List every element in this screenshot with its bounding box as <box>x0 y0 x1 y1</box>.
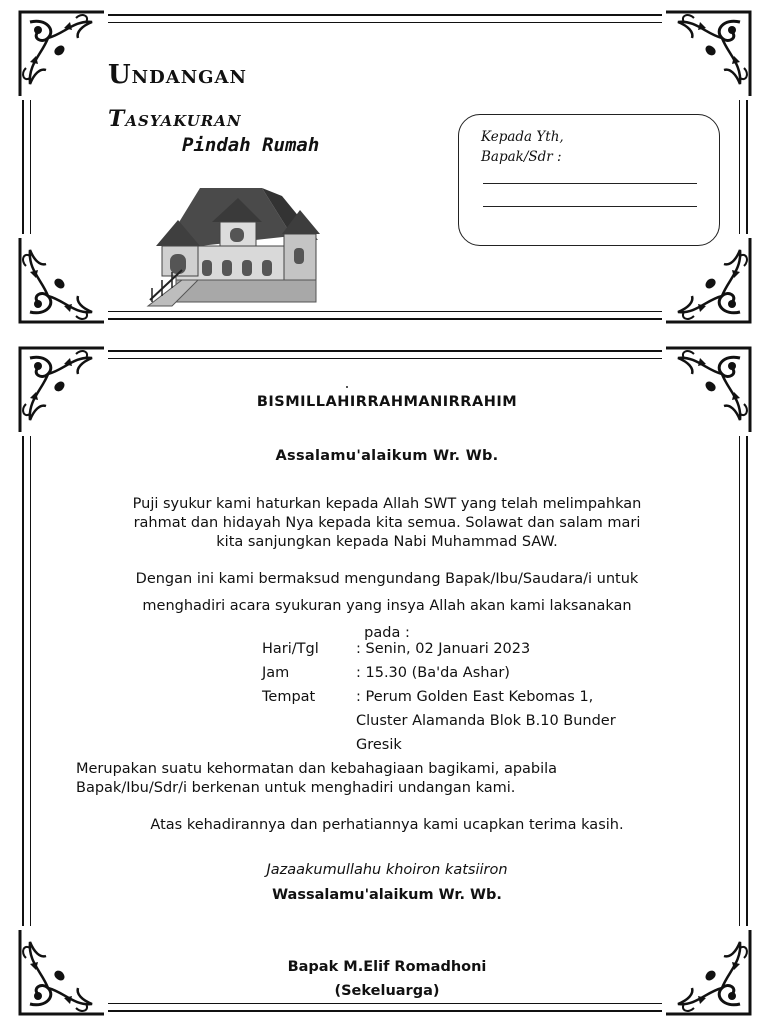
intro-paragraph <box>64 495 710 552</box>
corner-ornament-icon <box>16 234 108 326</box>
recipient-title-label: Bapak/Sdr : <box>481 149 562 165</box>
time-label: Jam <box>262 665 290 681</box>
recipient-box <box>458 114 720 246</box>
closing-greeting: Wassalamu'alaikum Wr. Wb. <box>272 887 502 903</box>
corner-ornament-icon <box>662 8 754 100</box>
decorative-dot <box>346 386 348 388</box>
host-name: Bapak M.Elif Romadhoni <box>287 959 487 975</box>
corner-ornament-icon <box>662 344 754 436</box>
intro-line: rahmat dan hidayah Nya kepada kita semua. Solawat dan salam mari <box>133 515 641 531</box>
invite-line: menghadiri acara syukuran yang insya Allah akan kami laksanakan <box>142 598 632 614</box>
corner-ornament-icon <box>16 344 108 436</box>
time-value: : 15.30 (Ba'da Ashar) <box>356 665 510 681</box>
host-family: (Sekeluarga) <box>334 983 440 999</box>
place-value-cont: Cluster Alamanda Blok B.10 Bunder <box>356 713 616 729</box>
recipient-blank-line <box>483 206 697 207</box>
honor-line: Merupakan suatu kehormatan dan kebahagiaan bagikami, apabila <box>76 761 558 777</box>
invite-paragraph <box>64 566 710 647</box>
doa-text: Jazaakumullahu khoiron katsiiron <box>266 862 508 878</box>
recipient-label: Kepada Yth, <box>481 129 564 145</box>
intro-line: kita sanjungkan kepada Nabi Muhammad SAW. <box>216 534 558 550</box>
envelope-card <box>22 14 748 320</box>
greeting: Assalamu'alaikum Wr. Wb. <box>275 448 499 464</box>
letter-card <box>22 350 748 1012</box>
recipient-blank-line <box>483 183 697 184</box>
thanks-text: Atas kehadirannya dan perhatiannya kami ucapkan terima kasih. <box>150 817 624 833</box>
invite-line: pada : <box>364 625 410 641</box>
invite-line: Dengan ini kami bermaksud mengundang Bapak/Ibu/Saudara/i untuk <box>135 571 639 587</box>
honor-line: Bapak/Ibu/Sdr/i berkenan untuk menghadiri undangan kami. <box>76 780 516 796</box>
date-label: Hari/Tgl <box>262 641 319 657</box>
corner-ornament-icon <box>16 8 108 100</box>
bismillah-heading: BISMILLAHIRRAHMANIRRAHIM <box>256 394 518 410</box>
envelope-title: Undangan <box>108 60 247 90</box>
place-label: Tempat <box>262 689 316 705</box>
place-value: : Perum Golden East Kebomas 1, <box>356 689 594 705</box>
envelope-event-name: Pindah Rumah <box>182 134 320 156</box>
date-value: : Senin, 02 Januari 2023 <box>356 641 531 657</box>
envelope-subtitle: Tasyakuran <box>108 106 242 132</box>
house-icon <box>142 176 322 310</box>
intro-line: Puji syukur kami haturkan kepada Allah SWT yang telah melimpahkan <box>132 496 642 512</box>
honor-paragraph <box>76 760 696 798</box>
corner-ornament-icon <box>662 234 754 326</box>
place-value-city: Gresik <box>356 737 402 753</box>
